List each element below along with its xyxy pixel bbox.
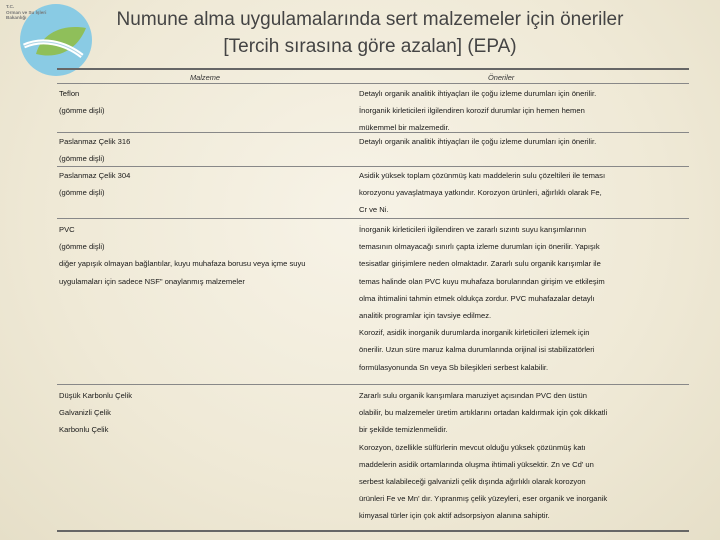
recommendation-line: mükemmel bir malzemedir.: [359, 123, 450, 133]
material-line: (gömme dişli): [59, 242, 105, 252]
table-row-material: [59, 221, 351, 290]
recommendation-line: Zararlı sulu organik karışımlara maruziyet açısından PVC den üstün: [359, 391, 587, 400]
recommendation-line: olabilir, bu malzemeler üretim artıklarını ortadan kaldırmak için çok dikkatli: [359, 408, 608, 418]
slide-title: [60, 6, 680, 60]
recommendation-line: Detaylı organik analitik ihtiyaçları ile çoğu izleme durumları için önerilir.: [359, 137, 597, 146]
column-header-recommendations: Öneriler: [488, 73, 515, 82]
material-line: Düşük Karbonlu Çelik: [59, 391, 133, 400]
table-row-recommendation: [359, 167, 689, 219]
recommendation-line: serbest kalabileceği galvanizli çelik dışında ağırlıklı olarak korozyon: [359, 476, 586, 486]
ministry-name-line: Orman ve Su İşleri: [6, 9, 47, 15]
ministry-name-line: Bakanlığı: [6, 15, 27, 21]
recommendation-line: Cr ve Ni.: [359, 205, 389, 215]
recommendation-line: tesisatlar girişimlere neden olmaktadır. Zararlı sulu organik karışımlar ile: [359, 259, 601, 269]
ministry-name-line: T.C.: [6, 4, 15, 9]
table-row-recommendation: [359, 387, 689, 525]
table-row-recommendation: [359, 221, 689, 376]
recommendation-line: Detaylı organik analitik ihtiyaçları ile çoğu izleme durumları için önerilir.: [359, 89, 597, 98]
recommendation-line: önerilir. Uzun süre maruz kalma durumlarında orijinal isi stabilizatörleri: [359, 345, 595, 355]
ministry-name: [6, 4, 66, 21]
table-row-material: [59, 387, 351, 439]
recommendation-line: temasının olmayacağı sınırlı çapta izleme durumları için önerilir. Yapışık: [359, 242, 600, 252]
table-bottom-rule: [57, 530, 689, 532]
table-row-recommendation: [359, 133, 689, 150]
recommendation-line: temas halinde olan PVC kuyu muhafaza borularından girişim ve etkileşim: [359, 276, 605, 286]
column-header-material: Malzeme: [190, 73, 220, 82]
material-line: diğer yapışık olmayan bağlantılar, kuyu muhafaza borusu veya içme suyu: [59, 259, 306, 269]
recommendation-line: bir şekilde temizlenmelidir.: [359, 425, 448, 435]
material-line: Paslanmaz Çelik 304: [59, 171, 131, 180]
title-line-2: [Tercih sırasına göre azalan] (EPA): [223, 36, 517, 57]
material-line: Karbonlu Çelik: [59, 425, 109, 435]
recommendation-line: analitik programlar için tavsiye edilmez.: [359, 310, 492, 320]
material-line: (gömme dişli): [59, 188, 105, 198]
material-line: Teflon: [59, 89, 80, 98]
recommendation-line: maddelerin asidik ortamlarında oluşma ihtimali yüksektir. Zn ve Cd' un: [359, 459, 594, 469]
material-line: uygulamaları için sadece NSF" onaylanmış malzemeler: [59, 276, 245, 286]
table-top-rule: [57, 68, 689, 70]
table-row-material: [59, 85, 351, 119]
material-line: PVC: [59, 225, 75, 234]
header-rule: [57, 83, 689, 84]
material-line: (gömme dişli): [59, 106, 105, 116]
material-line: (gömme dişli): [59, 154, 105, 164]
recommendation-line: Korozif, asidik inorganik durumlarda inorganik kirleticileri izlemek için: [359, 328, 590, 338]
recommendation-line: korozyonu yavaşlatmaya yatkındır. Korozyon ürünleri, ağırlıklı olarak Fe,: [359, 188, 602, 198]
title-line-1: Numune alma uygulamalarında sert malzemeler için öneriler: [116, 9, 624, 30]
table-row-material: [59, 167, 351, 201]
material-line: Paslanmaz Çelik 316: [59, 137, 131, 146]
recommendation-line: ürünleri Fe ve Mn' dır. Yıpranmış çelik yüzeyleri, eser organik ve inorganik: [359, 494, 608, 504]
recommendation-line: Asidik yüksek toplam çözünmüş katı maddelerin sulu çözeltileri ile teması: [359, 171, 606, 180]
table-row-recommendation: [359, 85, 689, 137]
recommendation-line: olma ihtimalini tahmin etmek oldukça zordur. PVC muhafazalar detaylı: [359, 293, 595, 303]
material-line: Galvanizli Çelik: [59, 408, 111, 418]
recommendation-line: İnorganik kirleticileri ilgilendiren ve zararlı sızıntı suyu karışımlarının: [359, 225, 587, 234]
recommendation-line: İnorganik kirleticileri ilgilendiren korozif durumlar için hemen hemen: [359, 106, 585, 116]
recommendation-line: kimyasal türler için çok aktif adsorpsiyon alanına sahiptir.: [359, 511, 550, 521]
recommendation-line: formülasyonunda Sn veya Sb bileşikleri serbest kalabilir.: [359, 362, 549, 372]
row-divider: [57, 384, 689, 385]
recommendation-line: Korozyon, özellikle sülfürlerin mevcut olduğu yüksek çözünmüş katı: [359, 442, 586, 452]
table-row-material: [59, 133, 351, 167]
